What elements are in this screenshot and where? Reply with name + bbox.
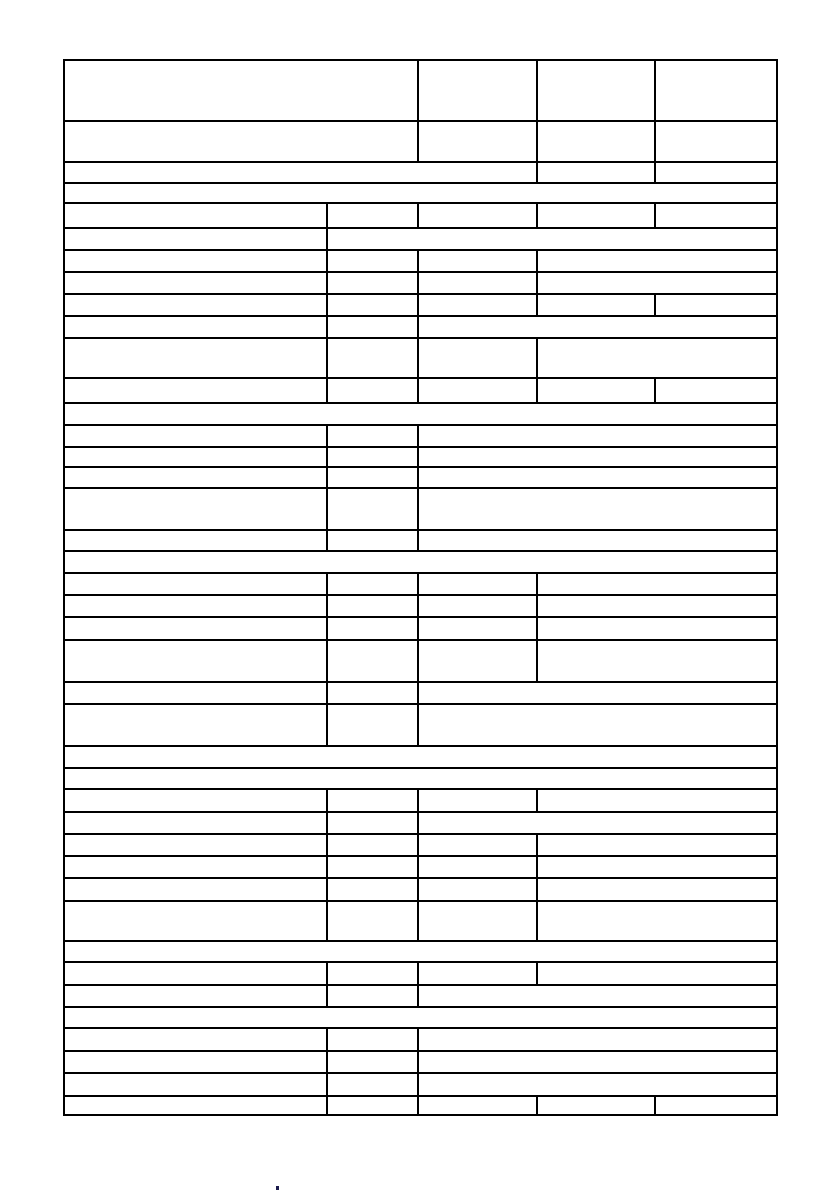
table-cell — [419, 986, 776, 1006]
table-cell — [328, 618, 419, 639]
table-cell — [328, 273, 419, 293]
table-row — [65, 317, 776, 339]
table-cell — [419, 705, 776, 745]
table-cell — [538, 295, 657, 315]
table-cell — [328, 902, 419, 940]
table-cell — [65, 204, 328, 227]
table-cell — [419, 857, 538, 877]
table-cell — [538, 596, 776, 616]
table-row — [65, 60, 776, 122]
table-cell — [538, 641, 776, 681]
table-cell — [328, 683, 419, 703]
table-cell — [419, 574, 538, 594]
table-row — [65, 790, 776, 813]
table-cell — [65, 122, 419, 161]
table-cell — [65, 618, 328, 639]
table-cell — [328, 317, 419, 337]
table-cell — [328, 835, 419, 855]
table-cell — [419, 426, 776, 446]
table-row — [65, 1074, 776, 1097]
table-cell — [65, 295, 328, 315]
table-row — [65, 1097, 776, 1115]
table-row — [65, 705, 776, 747]
table-cell — [65, 835, 328, 855]
table-cell — [419, 531, 776, 550]
table-cell — [65, 641, 328, 681]
table-cell — [656, 60, 776, 120]
table-cell — [656, 204, 776, 227]
table-row — [65, 426, 776, 448]
table-cell — [419, 468, 776, 487]
table-row — [65, 489, 776, 531]
table-cell — [328, 1029, 419, 1050]
table-cell — [419, 122, 538, 161]
table-cell — [538, 835, 776, 855]
table-cell — [419, 204, 538, 227]
table-row — [65, 251, 776, 273]
table-row — [65, 942, 776, 963]
table-cell — [656, 379, 776, 402]
table-cell — [65, 1008, 776, 1027]
table-cell — [538, 122, 657, 161]
table-cell — [419, 902, 538, 940]
table-cell — [538, 379, 657, 402]
table-row — [65, 857, 776, 879]
table-row — [65, 1008, 776, 1029]
table-cell — [328, 251, 419, 271]
table-cell — [656, 122, 776, 161]
table-cell — [419, 879, 538, 900]
table-cell — [65, 574, 328, 594]
table-row — [65, 1052, 776, 1074]
table-cell — [65, 1052, 328, 1072]
table-cell — [328, 596, 419, 616]
table-cell — [65, 251, 328, 271]
table-cell — [328, 379, 419, 402]
table-cell — [419, 295, 538, 315]
table-cell — [328, 813, 419, 833]
table-cell — [419, 641, 538, 681]
table-cell — [65, 1074, 328, 1095]
table-row — [65, 902, 776, 942]
table-row — [65, 404, 776, 426]
table-cell — [65, 60, 419, 120]
table-cell — [419, 448, 776, 466]
table-cell — [328, 489, 419, 529]
table-cell — [538, 857, 776, 877]
table-cell — [419, 379, 538, 402]
table-row — [65, 229, 776, 251]
table-cell — [538, 1097, 657, 1115]
table-cell — [419, 1074, 776, 1095]
table-row — [65, 574, 776, 596]
table-row — [65, 295, 776, 317]
table-cell — [328, 1097, 419, 1115]
table-cell — [538, 618, 776, 639]
table-cell — [538, 790, 776, 811]
table-row — [65, 273, 776, 295]
table-row — [65, 163, 776, 184]
table-cell — [65, 857, 328, 877]
table-row — [65, 379, 776, 404]
table-cell — [65, 163, 538, 182]
table-cell — [65, 1029, 328, 1050]
table-cell — [538, 963, 776, 984]
table-cell — [538, 574, 776, 594]
table-cell — [65, 531, 328, 550]
table-cell — [538, 273, 776, 293]
table-cell — [656, 1097, 776, 1115]
table-cell — [538, 339, 776, 377]
table-cell — [419, 790, 538, 811]
table-cell — [419, 596, 538, 616]
table-cell — [65, 404, 776, 424]
table-cell — [65, 942, 776, 961]
table-cell — [419, 489, 776, 529]
table-cell — [65, 273, 328, 293]
table-row — [65, 769, 776, 790]
table-cell — [65, 769, 776, 788]
table-cell — [419, 251, 538, 271]
table-cell — [328, 705, 419, 745]
table-cell — [656, 295, 776, 315]
table-row — [65, 552, 776, 574]
table-cell — [656, 163, 776, 182]
table-row — [65, 963, 776, 986]
table-cell — [419, 1052, 776, 1072]
table-cell — [538, 251, 776, 271]
table-row — [65, 468, 776, 489]
table-row — [65, 618, 776, 641]
table-cell — [65, 790, 328, 811]
table-cell — [419, 1097, 538, 1115]
table-row — [65, 339, 776, 379]
table-cell — [328, 531, 419, 550]
table-cell — [328, 986, 419, 1006]
empty-spec-table — [63, 59, 778, 1116]
table-row — [65, 184, 776, 204]
table-row — [65, 204, 776, 229]
table-row — [65, 835, 776, 857]
table-cell — [65, 489, 328, 529]
table-cell — [419, 618, 538, 639]
table-cell — [419, 683, 776, 703]
table-cell — [65, 229, 328, 249]
table-cell — [328, 468, 419, 487]
table-row — [65, 531, 776, 552]
table-cell — [328, 574, 419, 594]
table-cell — [538, 879, 776, 900]
table-cell — [65, 902, 328, 940]
table-row — [65, 813, 776, 835]
table-cell — [65, 813, 328, 833]
table-cell — [328, 448, 419, 466]
table-cell — [65, 705, 328, 745]
table-row — [65, 641, 776, 683]
table-row — [65, 879, 776, 902]
table-cell — [328, 295, 419, 315]
table-cell — [65, 468, 328, 487]
table-cell — [328, 790, 419, 811]
table-cell — [419, 1029, 776, 1050]
table-cell — [419, 317, 776, 337]
table-cell — [65, 379, 328, 402]
table-cell — [65, 683, 328, 703]
table-cell — [65, 426, 328, 446]
table-cell — [65, 184, 776, 202]
table-cell — [419, 813, 776, 833]
table-cell — [419, 339, 538, 377]
table-cell — [65, 1097, 328, 1115]
table-cell — [328, 229, 776, 249]
table-cell — [328, 641, 419, 681]
table-cell — [328, 204, 419, 227]
table-cell — [328, 1052, 419, 1072]
table-row — [65, 1029, 776, 1052]
table-cell — [65, 596, 328, 616]
table-cell — [65, 317, 328, 337]
table-row — [65, 448, 776, 468]
table-cell — [65, 879, 328, 900]
table-cell — [65, 986, 328, 1006]
table-cell — [65, 339, 328, 377]
table-cell — [328, 1074, 419, 1095]
table-row — [65, 747, 776, 769]
table-cell — [328, 963, 419, 984]
table-row — [65, 596, 776, 618]
table-cell — [538, 902, 776, 940]
table-cell — [65, 552, 776, 572]
table-cell — [538, 204, 657, 227]
table-cell — [328, 879, 419, 900]
table-cell — [419, 273, 538, 293]
table-cell — [419, 835, 538, 855]
table-cell — [419, 963, 538, 984]
table-cell — [328, 339, 419, 377]
table-cell — [538, 163, 657, 182]
table-cell — [419, 60, 538, 120]
table-cell — [328, 426, 419, 446]
page-footer-mark — [276, 1186, 279, 1190]
table-cell — [328, 857, 419, 877]
table-cell — [65, 963, 328, 984]
table-row — [65, 683, 776, 705]
table-row — [65, 122, 776, 163]
table-cell — [65, 747, 776, 767]
table-row — [65, 986, 776, 1008]
table-cell — [65, 448, 328, 466]
table-cell — [538, 60, 657, 120]
